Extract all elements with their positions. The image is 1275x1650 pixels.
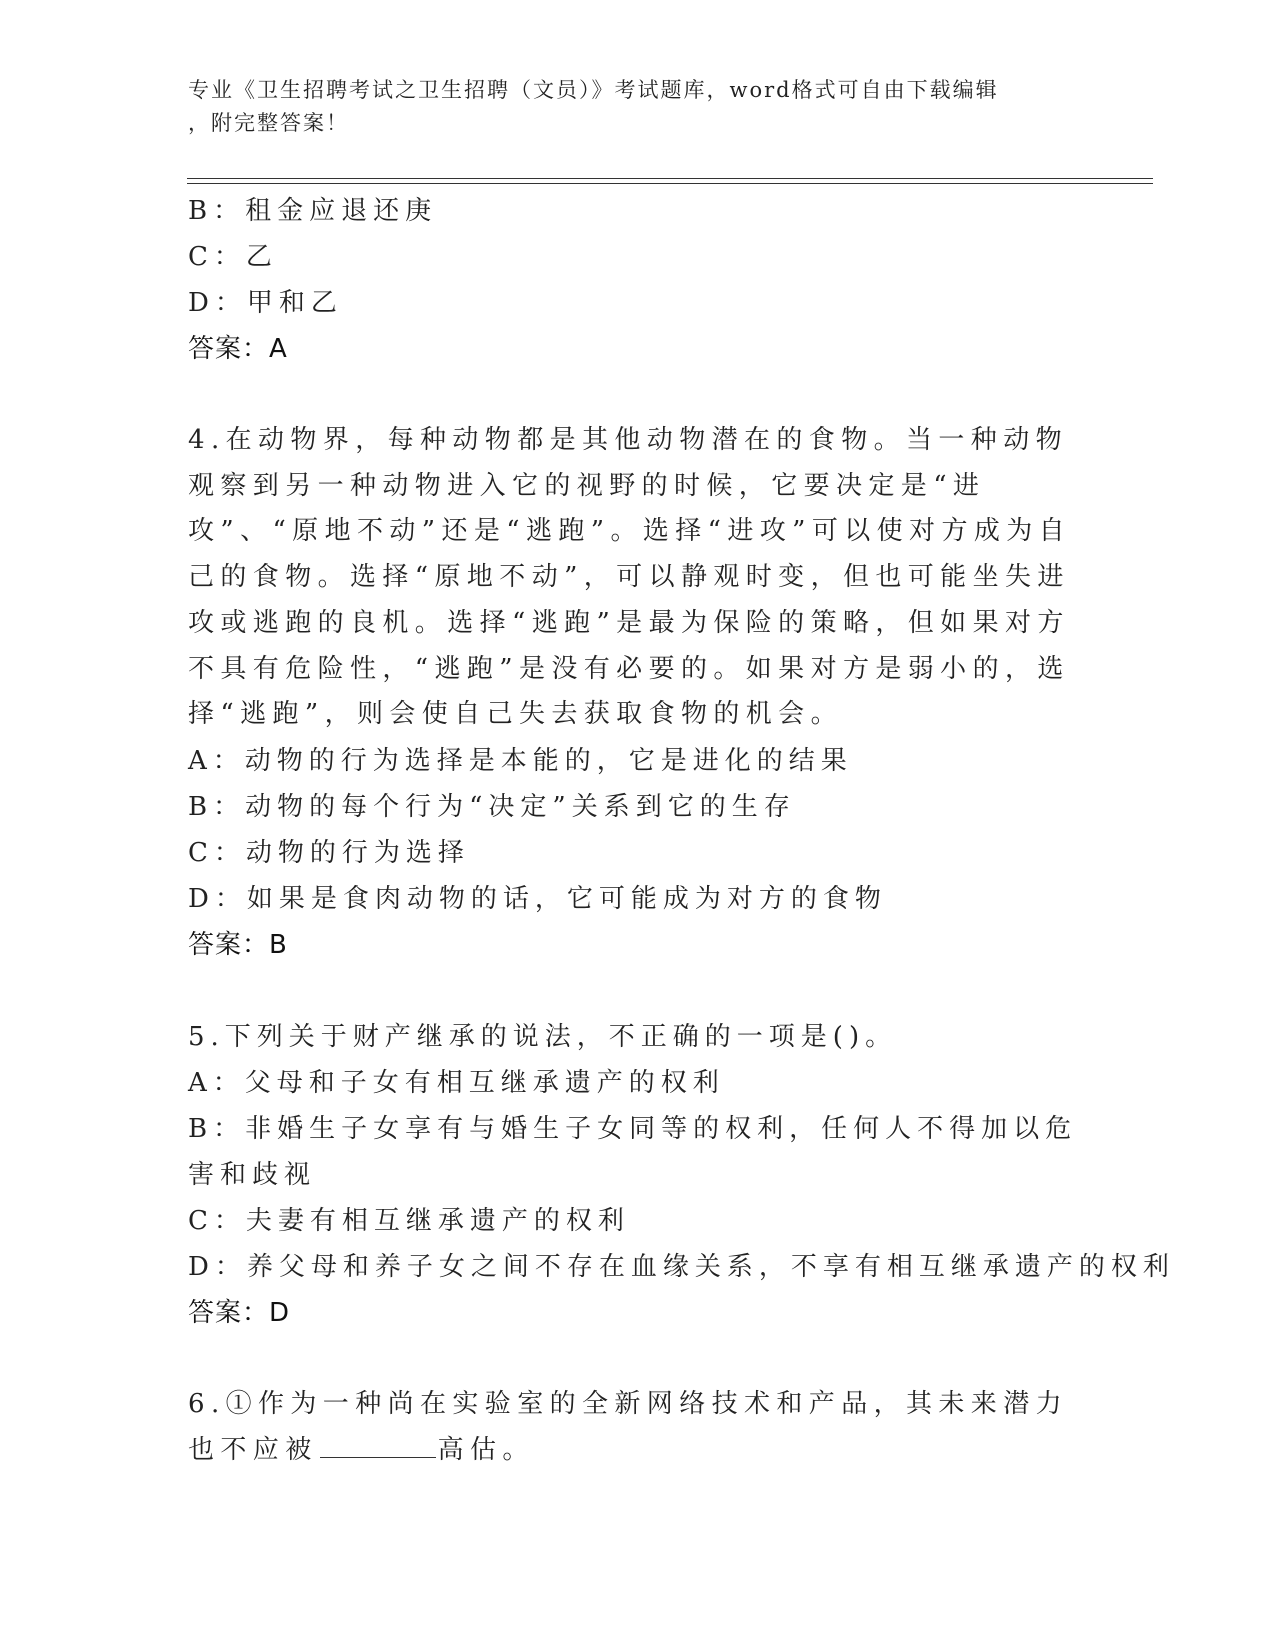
option-text: 租金应退还庚 <box>245 196 438 226</box>
option-a <box>188 738 1078 784</box>
option-text: 甲和乙 <box>246 288 343 318</box>
option-label: A： <box>188 745 245 776</box>
question-stem: 5.下列关于财产继承的说法，不正确的一项是()。 <box>188 1021 898 1052</box>
option-b <box>188 188 1078 234</box>
option-text: 乙 <box>245 242 278 272</box>
option-label: D： <box>188 1251 247 1282</box>
question-stem: 4.在动物界，每种动物都是其他动物潜在的食物。当一种动物观察到另一种动物进入它的视野的时候，它要决定是“进攻”、“原地不动”还是“逃跑”。选择“进攻”可以使对方成为自己的食物。选择“原地不动”，可以静观时变，但也可能坐失进攻或逃跑的良机。选择“逃跑”是最为保险的策略，但如果对方不具有危险性，“逃跑”是没有必要的。如果对方是弱小的，选择“逃跑”，则会使自己失去获取食物的机会。 <box>188 425 1072 730</box>
option-text: 动物的每个行为“决定”关系到它的生存 <box>245 791 796 822</box>
option-label: B： <box>188 791 246 822</box>
header-rule-bottom <box>187 183 1153 184</box>
option-c <box>188 1198 1078 1244</box>
option-c <box>188 234 1078 280</box>
option-label: C： <box>188 242 246 272</box>
option-label: C： <box>188 1205 246 1236</box>
option-label: B： <box>188 196 246 226</box>
fill-in-blank <box>320 1431 436 1458</box>
spacer <box>188 1336 1078 1382</box>
option-text: 动物的行为选择 <box>245 837 470 868</box>
spacer <box>188 372 1078 418</box>
option-text: 非婚生子女享有与婚生子女同等的权利，任何人不得加以危害和歧视 <box>188 1113 1078 1190</box>
option-text: 父母和子女有相互继承遗产的权利 <box>244 1067 725 1098</box>
question-4 <box>188 418 1078 968</box>
option-text: 养父母和养子女之间不存在血缘关系，不享有相互继承遗产的权利 <box>246 1251 1175 1282</box>
answer: 答案：A <box>188 334 288 364</box>
header-line-1: 专业《卫生招聘考试之卫生招聘（文员）》考试题库，word格式可自由下载编辑 <box>188 78 999 102</box>
answer: 答案：D <box>188 1297 291 1328</box>
option-d <box>188 876 1078 922</box>
header-line-2: ，附完整答案！ <box>188 111 349 135</box>
option-text: 如果是食肉动物的话，它可能成为对方的食物 <box>246 883 887 914</box>
question-stem-end: 高估。 <box>437 1434 535 1465</box>
option-text: 夫妻有相互继承遗产的权利 <box>245 1205 630 1236</box>
answer: 答案：B <box>188 929 288 960</box>
question-content <box>188 188 1175 1473</box>
option-label: D： <box>188 883 247 914</box>
option-c <box>188 830 1078 876</box>
spacer <box>188 968 1078 1014</box>
question-stem-text: 6.①作为一种尚在实验室的全新网络技术和产品，其未来潜力也不应被 <box>188 1388 1069 1465</box>
question-5 <box>188 1014 1175 1336</box>
option-label: A： <box>188 1067 245 1098</box>
option-a <box>188 1060 1078 1106</box>
option-b <box>188 1106 1078 1198</box>
option-label: D： <box>188 288 247 318</box>
question-6 <box>188 1382 1078 1473</box>
header-rule-top <box>187 178 1153 179</box>
option-label: C： <box>188 837 246 868</box>
option-b <box>188 784 1078 830</box>
question-stem <box>188 1382 1078 1473</box>
option-label: B： <box>188 1113 246 1144</box>
prev-question <box>188 188 1078 372</box>
document-header <box>188 74 1088 140</box>
option-d <box>188 280 1078 326</box>
option-d <box>188 1244 1175 1290</box>
option-text: 动物的行为选择是本能的，它是进化的结果 <box>244 745 853 776</box>
